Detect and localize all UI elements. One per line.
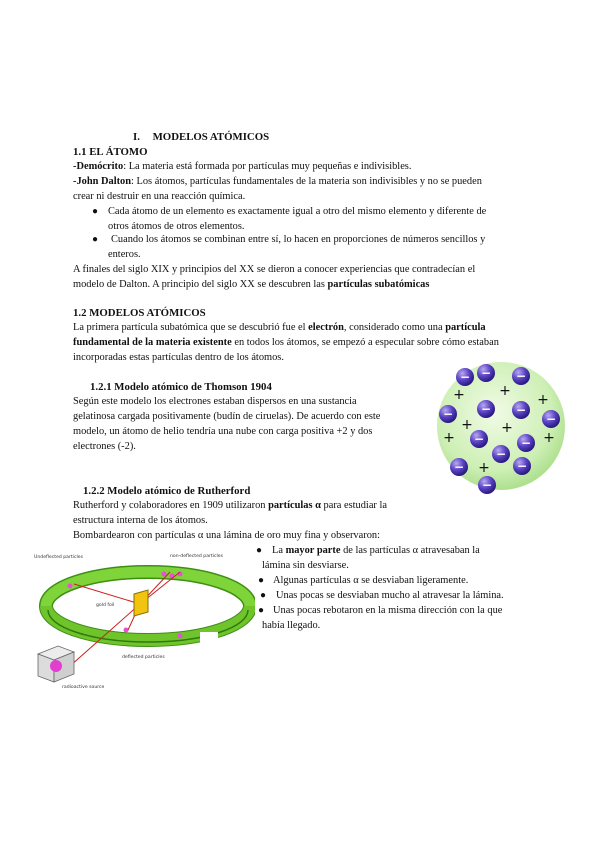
radioactive-source [38,646,74,682]
thomson-atom-illustration [425,356,575,496]
heading-title: MODELOS ATÓMICOS [152,131,270,143]
rutherford-bullet-4-line2: había llegado. [262,620,321,631]
s12-line-2: fundamental de la materia existente en todos los átomos, se empezó a especular sobre cómo estaban [73,337,499,348]
heading-number: I. [133,131,140,143]
minus-sign: − [453,460,465,474]
bullet-dot: ● [258,605,265,616]
thomson-title: 1.2.1 Modelo atómico de Thomson 1904 [90,381,272,393]
plus-sign: + [478,460,490,476]
final-line-1: A finales del siglo XIX y principios del XX se dieron a conocer experiencias que contradecían el [73,264,476,275]
dalton-line-2: crear ni destruir en una reacción química. [73,191,246,202]
thomson-line-3: modelo, un átomo de helio tendría una nube con carga positiva +2 y dos [73,426,373,437]
rutherford-bullet-1: La mayor parte de las partículas α atravesaban la [272,545,480,556]
dalton-bullet-1-line1: Cada átomo de un elemento es exactamente igual a otro del mismo elemento y diferente de [108,206,487,217]
minus-sign: − [515,403,527,417]
minus-sign: − [481,478,493,492]
minus-sign: − [520,436,532,450]
rutherford-bullet-3: Unas pocas se desviaban mucho al atravesar la lámina. [276,590,504,601]
s12-line-1: La primera partícula subatómica que se descubrió fue el electrón, considerado como una partícula [73,322,486,333]
label-undeflected: Undeflected particles [34,555,83,560]
s12-line-3: incorporadas estas partículas dentro de los átomos. [73,352,284,363]
minus-sign: − [459,370,471,384]
thomson-line-4: electrones (-2). [73,441,136,452]
label-non-deflected: non-deflected particles [170,554,224,559]
bullet-dot: ● [260,590,267,601]
thomson-line-2: gelatinosa cargada positivamente (budín de ciruelas). De acuerdo con este [73,411,381,422]
rutherford-line-1: Rutherford y colaboradores en 1909 utilizaron partículas α para estudiar la [73,500,387,511]
plus-sign: + [453,387,465,403]
plus-sign: + [443,430,455,446]
dalton-bullet-1-line2: otros átomos de otros elementos. [108,221,245,232]
minus-sign: − [516,459,528,473]
gold-foil [134,590,148,616]
label-deflected: deflected particles [122,655,165,660]
rutherford-bullet-1-line2: lámina sin desviarse. [262,560,349,571]
thomson-line-1: Según este modelo los electrones estaban dispersos en una sustancia [73,396,357,407]
alpha-beams [70,572,180,666]
rutherford-line-2: estructura interna de los átomos. [73,515,208,526]
minus-sign: − [545,412,557,426]
minus-sign: − [480,366,492,380]
minus-sign: − [495,447,507,461]
label-source: radioactive source [62,685,105,690]
bullet-dot: ● [256,545,263,556]
rutherford-experiment-diagram [30,548,255,693]
main-heading [133,130,269,144]
plus-sign: + [543,430,555,446]
minus-sign: − [480,402,492,416]
minus-sign: − [442,407,454,421]
label-gold-foil: gold foil [96,603,115,608]
dalton-bullet-2-line1: Cuando los átomos se combinan entre sí, lo hacen en proporciones de números sencillos y [111,234,486,245]
section-1-2-title: 1.2 MODELOS ATÓMICOS [73,307,206,319]
bullet-dot: ● [92,234,99,245]
rutherford-title: 1.2.2 Modelo atómico de Rutherford [83,485,251,497]
bullet-dot: ● [92,206,99,217]
ring-opening [200,632,218,646]
section-1-1-title: 1.1 EL ÁTOMO [73,146,148,158]
rutherford-bullet-2: Algunas partículas α se desviaban ligeramente. [273,575,469,586]
final-line-2: modelo de Dalton. A principio del siglo XX se descubren las partículas subatómicas [73,279,430,290]
dalton-line: -John Dalton: Los átomos, partículas fundamentales de la materia son indivisibles y no se pueden [73,176,482,187]
bullet-dot: ● [258,575,265,586]
dalton-bullet-2-line2: enteros. [108,249,141,260]
democrito-line: -Demócrito: La materia está formada por partículas muy pequeñas e indivisibles. [73,161,412,172]
minus-sign: − [473,432,485,446]
rutherford-line-3: Bombardearon con partículas α una lámina de oro muy fina y observaron: [73,530,380,541]
minus-sign: − [515,369,527,383]
plus-sign: + [501,420,513,436]
plus-sign: + [461,417,473,433]
rutherford-bullet-4: Unas pocas rebotaron en la misma dirección con la que [273,605,503,616]
plus-sign: + [537,392,549,408]
plus-sign: + [499,383,511,399]
